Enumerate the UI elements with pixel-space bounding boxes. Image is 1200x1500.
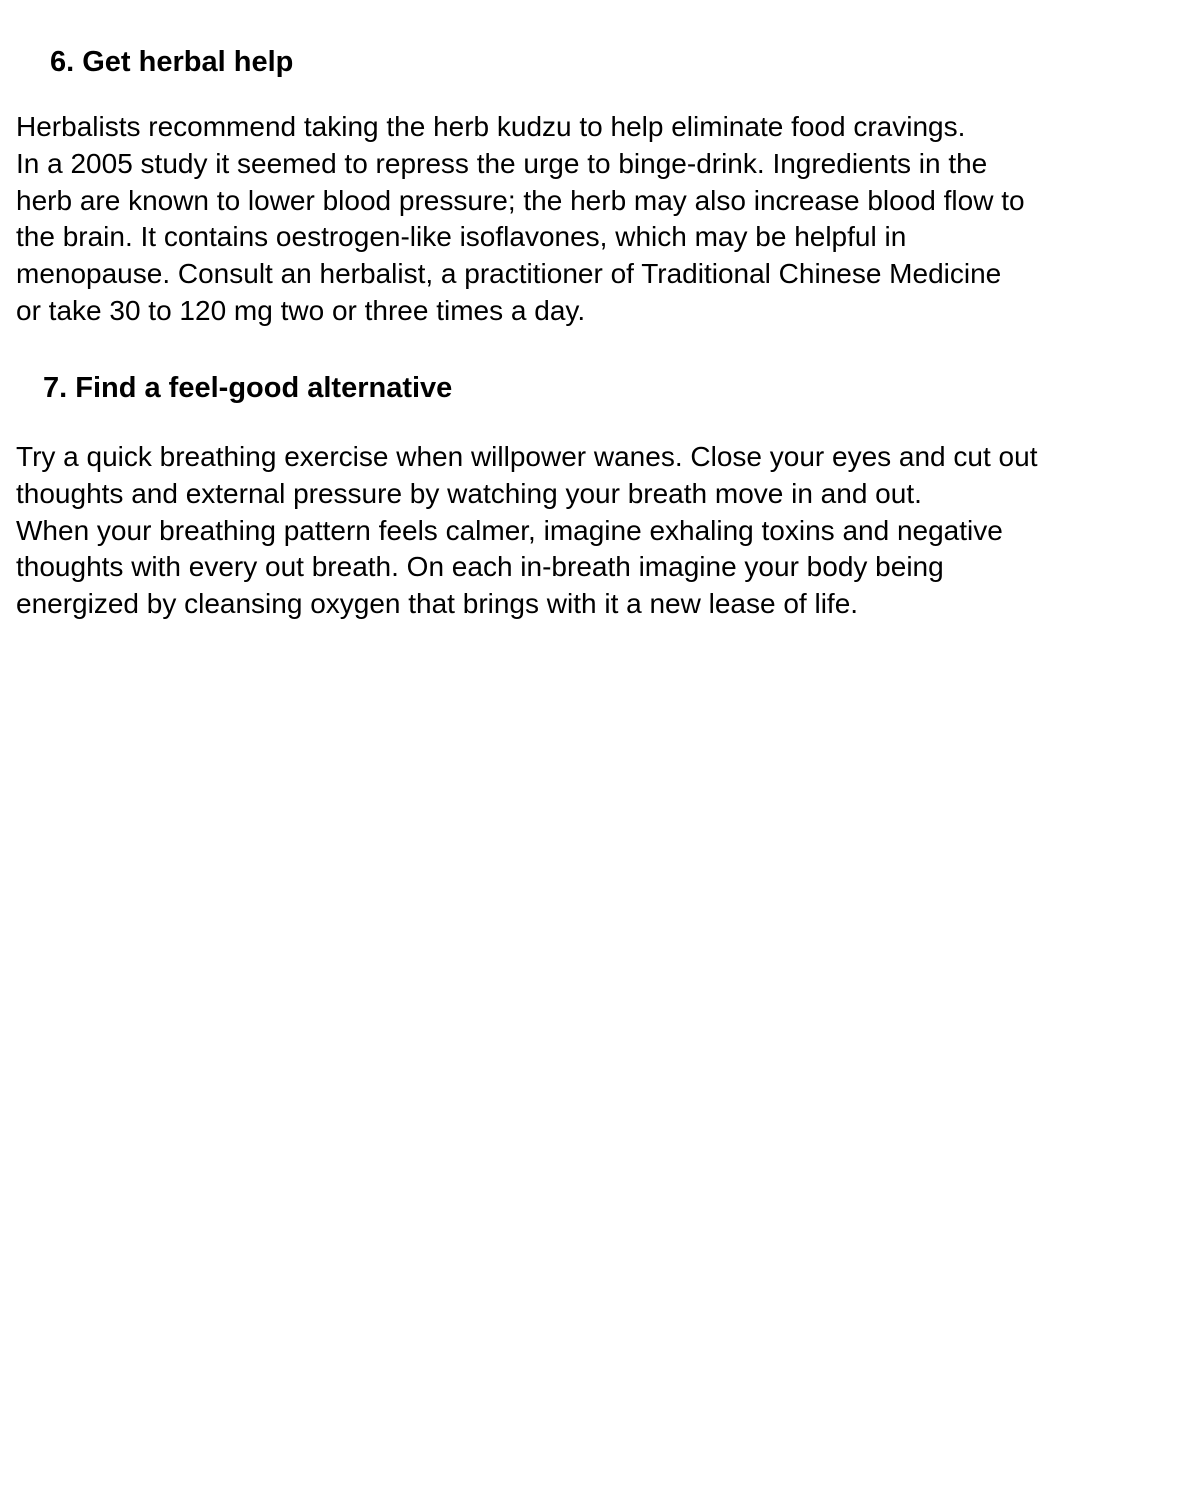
section-body-herbal-help	[16, 109, 1196, 330]
body-line: or take 30 to 120 mg two or three times a day.	[16, 294, 586, 326]
body-line: energized by cleansing oxygen that brings with it a new lease of life.	[16, 588, 859, 620]
body-line: herb are known to lower blood pressure; the herb may also increase blood flow to	[16, 184, 1025, 216]
body-line: thoughts with every out breath. On each in-breath imagine your body being	[16, 551, 944, 583]
section-body-feel-good-alternative	[16, 439, 1196, 623]
body-line: menopause. Consult an herbalist, a practitioner of Traditional Chinese Medicine	[16, 258, 1002, 290]
body-line: In a 2005 study it seemed to repress the urge to binge-drink. Ingredients in the	[16, 147, 988, 179]
body-line: Try a quick breathing exercise when willpower wanes. Close your eyes and cut out	[16, 441, 1038, 472]
body-line: the brain. It contains oestrogen-like isoflavones, which may be helpful in	[16, 221, 907, 253]
body-line: thoughts and external pressure by watching your breath move in and out.	[16, 477, 922, 509]
section-heading-feel-good-alternative: 7. Find a feel-good alternative	[43, 372, 453, 404]
body-line: Herbalists recommend taking the herb kudzu to help eliminate food cravings.	[16, 111, 966, 142]
body-line: When your breathing pattern feels calmer, imagine exhaling toxins and negative	[16, 514, 1003, 546]
section-heading-herbal-help: 6. Get herbal help	[50, 46, 294, 78]
